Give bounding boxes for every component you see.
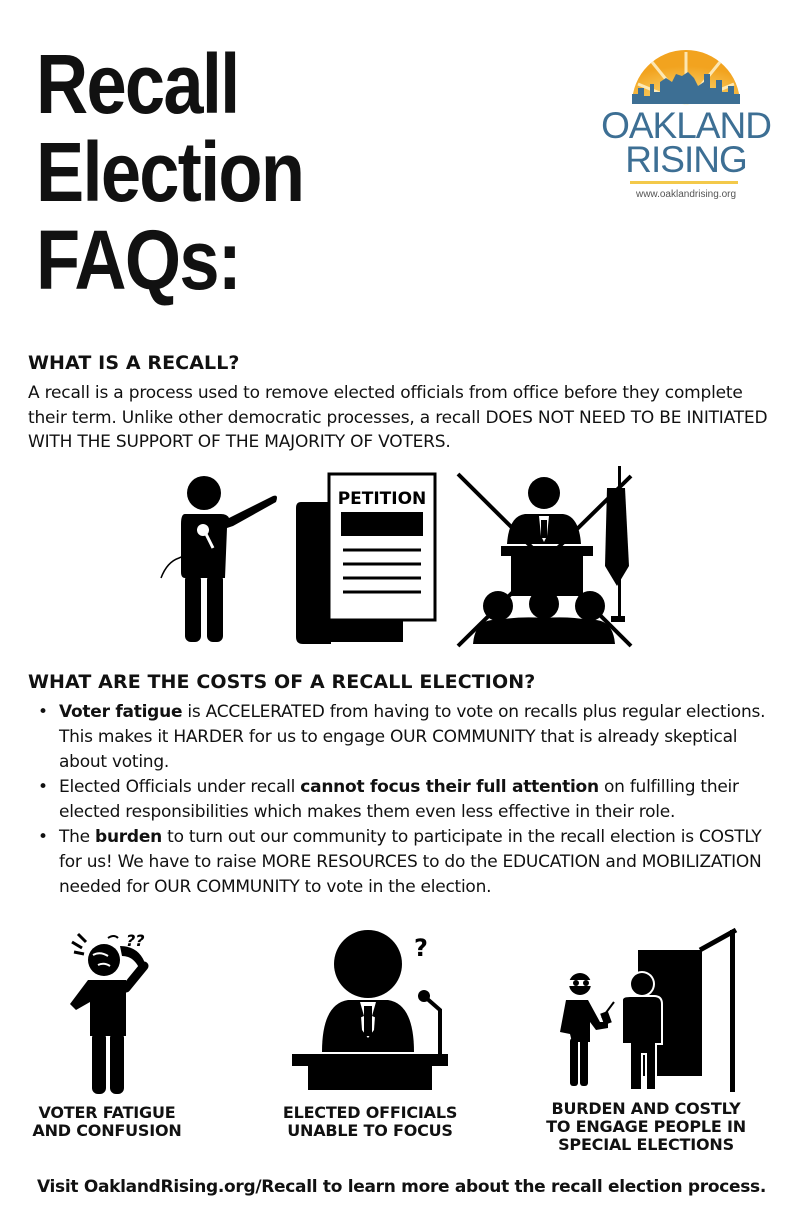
caption-burden-costly: BURDEN AND COSTLY TO ENGAGE PEOPLE IN SPECIAL ELECTIONS [546, 1099, 746, 1154]
crossed-out-official-icon [458, 466, 631, 646]
speaker-with-microphone-icon [161, 476, 277, 642]
recall-costs-heading: WHAT ARE THE COSTS OF A RECALL ELECTION? [28, 671, 536, 693]
canvasser-at-door-icon [550, 926, 750, 1096]
footer-call-to-action: Visit OaklandRising.org/Recall to learn more about the recall election process. [36, 1177, 767, 1197]
caption-voter-fatigue: VOTER FATIGUE AND CONFUSION [32, 1103, 182, 1140]
petition-label: PETITION [337, 489, 427, 509]
title-line-3: FAQs: [36, 213, 241, 307]
confused-voter-icon [60, 926, 170, 1096]
recall-costs-list [38, 700, 768, 900]
title-line-1: Recall [36, 37, 239, 131]
question-mark-icon: ? [414, 934, 428, 962]
logo-url: www.oaklandrising.org [635, 189, 737, 200]
confusion-marks: ?? [126, 931, 145, 950]
title-line-2: Election [36, 125, 304, 219]
petition-document-icon [296, 474, 435, 644]
logo-rising: RISING [625, 139, 747, 180]
official-at-podium-icon [290, 926, 450, 1096]
list-item: • Elected Officials under recall cannot focus their full attention on fulfilling their elected responsibilities which makes them even less effective in their role. [38, 775, 768, 825]
list-item: • The burden to turn out our community to participate in the recall election is COSTLY for us! We have to raise MORE RESOURCES to do the EDUCATION and MOBILIZATION needed for OUR COMMUNITY to vote in the election. [38, 825, 768, 900]
page-title [36, 37, 320, 307]
sunrise-skyline-icon [596, 38, 776, 108]
caption-officials-unfocused: ELECTED OFFICIALS UNABLE TO FOCUS [282, 1103, 458, 1140]
recall-process-illustration [155, 466, 645, 652]
recall-definition: A recall is a process used to remove elected officials from office before they complete their term. Unlike other democratic processes, a recall DOES NOT NEED TO BE INITIATED WITH THE SUPPORT OF THE MAJORITY OF VOTERS. [28, 383, 768, 452]
what-is-recall-heading: WHAT IS A RECALL? [28, 352, 240, 374]
list-item: • Voter fatigue is ACCELERATED from having to vote on recalls plus regular elections. This makes it HARDER for us to engage OUR COMMUNITY that is already skeptical about voting. [38, 700, 768, 775]
logo-rule [630, 181, 738, 184]
oakland-rising-logo [596, 38, 776, 208]
logo-oakland: OAKLAND [601, 105, 771, 146]
